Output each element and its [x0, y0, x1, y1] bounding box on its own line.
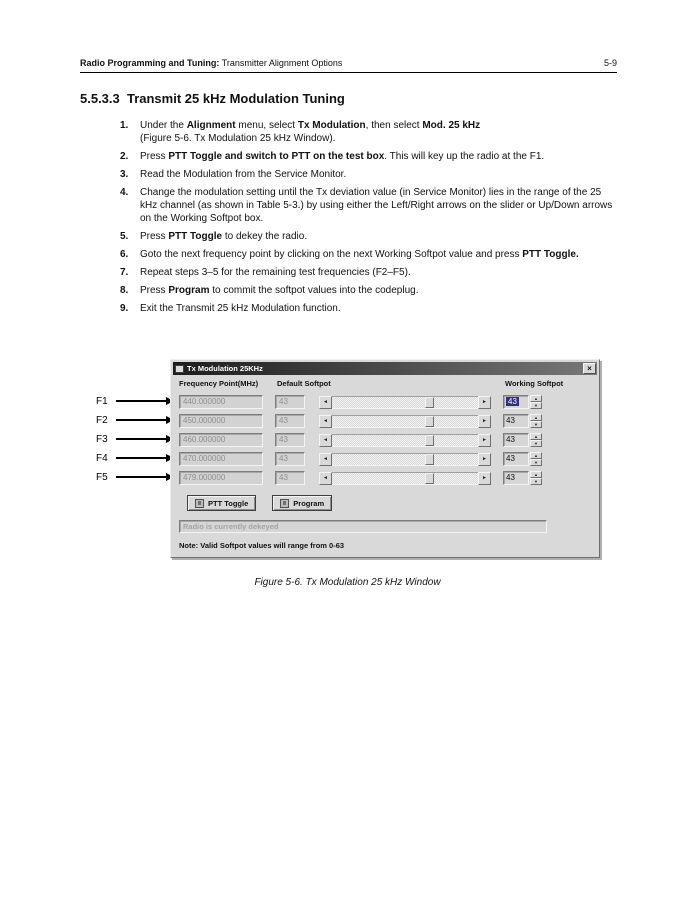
- slider-left-arrow-icon[interactable]: ◄: [319, 472, 332, 485]
- row-label-text: F4: [96, 452, 108, 464]
- working-softpot-value[interactable]: 43: [503, 433, 529, 447]
- spinner-buttons: [530, 395, 542, 409]
- working-softpot-spinner[interactable]: [503, 452, 542, 466]
- running-header: [80, 58, 617, 68]
- working-softpot-column-header: Working Softpot: [505, 379, 564, 388]
- softpot-row: [179, 433, 591, 447]
- header-rule: [80, 72, 617, 73]
- spinner-buttons: [530, 414, 542, 428]
- running-header-title: [80, 58, 342, 68]
- default-softpot-field: 43: [275, 433, 305, 447]
- slider-track[interactable]: [332, 453, 478, 466]
- softpot-row: [179, 414, 591, 428]
- default-softpot-field: 43: [275, 395, 305, 409]
- frequency-field: 470.000000: [179, 452, 263, 466]
- dialog-titlebar[interactable]: [173, 362, 597, 375]
- spinner-buttons: [530, 452, 542, 466]
- row-pointer-arrow: [116, 476, 166, 478]
- step-number: 6.: [120, 249, 129, 260]
- tx-modulation-dialog: [170, 359, 600, 558]
- row-label-text: F2: [96, 414, 108, 426]
- row-label-text: F1: [96, 395, 108, 407]
- ptt-toggle-icon: [195, 499, 204, 508]
- step-text: Repeat steps 3–5 for the remaining test frequencies (F2–F5).: [140, 267, 411, 278]
- spinner-buttons: [530, 471, 542, 485]
- slider-thumb[interactable]: [425, 454, 434, 465]
- step-item: [120, 119, 615, 145]
- dialog-title: Tx Modulation 25KHz: [187, 364, 263, 373]
- slider-thumb[interactable]: [425, 416, 434, 427]
- step-item: [120, 186, 615, 225]
- program-icon: [280, 499, 289, 508]
- status-field: Radio is currently dekeyed: [179, 520, 547, 533]
- softpot-range-note: Note: Valid Softpot values will range from 0-63: [179, 541, 345, 550]
- working-softpot-value[interactable]: 43: [503, 414, 529, 428]
- row-pointer-arrow: [116, 438, 166, 440]
- default-softpot-field: 43: [275, 471, 305, 485]
- dialog-app-icon: [175, 365, 184, 373]
- slider-left-arrow-icon[interactable]: ◄: [319, 415, 332, 428]
- softpot-slider[interactable]: [319, 472, 491, 485]
- slider-right-arrow-icon[interactable]: ►: [478, 453, 491, 466]
- default-softpot-field: 43: [275, 414, 305, 428]
- softpot-row: [179, 471, 591, 485]
- step-text: Under the Alignment menu, select Tx Modulation, then select Mod. 25 kHz (Figure 5-6. Tx Modulation 25 kHz Window).: [140, 120, 481, 144]
- spinner-buttons: [530, 433, 542, 447]
- step-item: [120, 284, 615, 297]
- slider-right-arrow-icon[interactable]: ►: [478, 434, 491, 447]
- working-softpot-spinner[interactable]: [503, 395, 542, 409]
- slider-left-arrow-icon[interactable]: ◄: [319, 453, 332, 466]
- frequency-field: 440.000000: [179, 395, 263, 409]
- spin-up-icon[interactable]: ▲: [530, 395, 542, 402]
- frequency-field: 479.000000: [179, 471, 263, 485]
- spin-up-icon[interactable]: ▲: [530, 433, 542, 440]
- row-label-text: F5: [96, 471, 108, 483]
- default-softpot-column-header: Default Softpot: [277, 379, 331, 388]
- step-text: Exit the Transmit 25 kHz Modulation function.: [140, 303, 341, 314]
- slider-right-arrow-icon[interactable]: ►: [478, 415, 491, 428]
- step-text: Change the modulation setting until the Tx deviation value (in Service Monitor) lies in the range of the 25 kHz channel (as shown in Table 5-3.) by using either the Left/Right arrows on the slider or Up/Down arrows on the Working Softpot box.: [140, 187, 613, 224]
- ptt-toggle-button[interactable]: [187, 495, 256, 511]
- slider-right-arrow-icon[interactable]: ►: [478, 472, 491, 485]
- section-heading: 5.5.3.3 Transmit 25 kHz Modulation Tuning: [80, 91, 345, 106]
- page-number: 5-9: [603, 58, 617, 68]
- step-item: [120, 248, 615, 261]
- softpot-slider[interactable]: [319, 415, 491, 428]
- step-number: 4.: [120, 187, 129, 198]
- dialog-button-row: [187, 495, 591, 511]
- frequency-field: 450.000000: [179, 414, 263, 428]
- working-softpot-value[interactable]: 43: [503, 395, 529, 409]
- softpot-slider[interactable]: [319, 434, 491, 447]
- step-number: 7.: [120, 267, 129, 278]
- slider-track[interactable]: [332, 415, 478, 428]
- spin-down-icon[interactable]: ▼: [530, 421, 542, 428]
- ptt-toggle-label: PTT Toggle: [208, 498, 249, 508]
- softpot-rows: [173, 395, 597, 485]
- frequency-row-label: [96, 394, 166, 408]
- step-item: [120, 150, 615, 163]
- working-softpot-value[interactable]: 43: [503, 452, 529, 466]
- program-label: Program: [293, 498, 325, 508]
- step-number: 9.: [120, 303, 129, 314]
- step-text: Press PTT Toggle to dekey the radio.: [140, 231, 308, 242]
- slider-thumb[interactable]: [425, 397, 434, 408]
- slider-track[interactable]: [332, 472, 478, 485]
- slider-track[interactable]: [332, 396, 478, 409]
- softpot-row: [179, 395, 591, 409]
- step-item: [120, 168, 615, 181]
- close-icon[interactable]: ×: [583, 363, 596, 374]
- working-softpot-spinner[interactable]: [503, 414, 542, 428]
- step-text: Read the Modulation from the Service Monitor.: [140, 169, 347, 180]
- row-pointer-arrow: [116, 419, 166, 421]
- figure-caption: Figure 5-6. Tx Modulation 25 kHz Window: [254, 577, 441, 588]
- step-number: 5.: [120, 231, 129, 242]
- slider-left-arrow-icon[interactable]: ◄: [319, 396, 332, 409]
- figure: [0, 359, 695, 561]
- slider-right-arrow-icon[interactable]: ►: [478, 396, 491, 409]
- row-pointer-arrow: [116, 400, 166, 402]
- step-number: 3.: [120, 169, 129, 180]
- step-item: [120, 266, 615, 279]
- running-header-topic: Transmitter Alignment Options: [219, 58, 343, 68]
- step-text: Goto the next frequency point by clicking on the next Working Softpot value and press PTT Toggle.: [140, 249, 579, 260]
- slider-left-arrow-icon[interactable]: ◄: [319, 434, 332, 447]
- working-softpot-value[interactable]: 43: [503, 471, 529, 485]
- spin-down-icon[interactable]: ▼: [530, 440, 542, 447]
- default-softpot-field: 43: [275, 452, 305, 466]
- softpot-slider[interactable]: [319, 396, 491, 409]
- row-label-text: F3: [96, 433, 108, 445]
- slider-thumb[interactable]: [425, 435, 434, 446]
- spin-down-icon[interactable]: ▼: [530, 459, 542, 466]
- steps-list: [120, 119, 615, 315]
- step-text: Press PTT Toggle and switch to PTT on the test box. This will key up the radio at the F1.: [140, 151, 545, 162]
- frequency-row-label: [96, 432, 166, 446]
- slider-track[interactable]: [332, 434, 478, 447]
- step-number: 8.: [120, 285, 129, 296]
- frequency-row-label: [96, 451, 166, 465]
- step-number: 1.: [120, 120, 129, 131]
- softpot-row: [179, 452, 591, 466]
- working-softpot-spinner[interactable]: [503, 433, 542, 447]
- spin-up-icon[interactable]: ▲: [530, 452, 542, 459]
- frequency-column-header: Frequency Point(MHz): [179, 379, 259, 388]
- spin-up-icon[interactable]: ▲: [530, 414, 542, 421]
- spin-down-icon[interactable]: ▼: [530, 402, 542, 409]
- slider-thumb[interactable]: [425, 473, 434, 484]
- column-headers: [173, 377, 597, 390]
- step-text: Press Program to commit the softpot values into the codeplug.: [140, 285, 419, 296]
- step-item: [120, 302, 615, 315]
- frequency-field: 460.000000: [179, 433, 263, 447]
- working-softpot-spinner[interactable]: [503, 471, 542, 485]
- step-item: [120, 230, 615, 243]
- spin-down-icon[interactable]: ▼: [530, 478, 542, 485]
- running-header-section: Radio Programming and Tuning:: [80, 58, 220, 68]
- spin-up-icon[interactable]: ▲: [530, 471, 542, 478]
- softpot-slider[interactable]: [319, 453, 491, 466]
- frequency-row-label: [96, 413, 166, 427]
- row-pointer-arrow: [116, 457, 166, 459]
- frequency-row-label: [96, 470, 166, 484]
- program-button[interactable]: [272, 495, 332, 511]
- step-number: 2.: [120, 151, 129, 162]
